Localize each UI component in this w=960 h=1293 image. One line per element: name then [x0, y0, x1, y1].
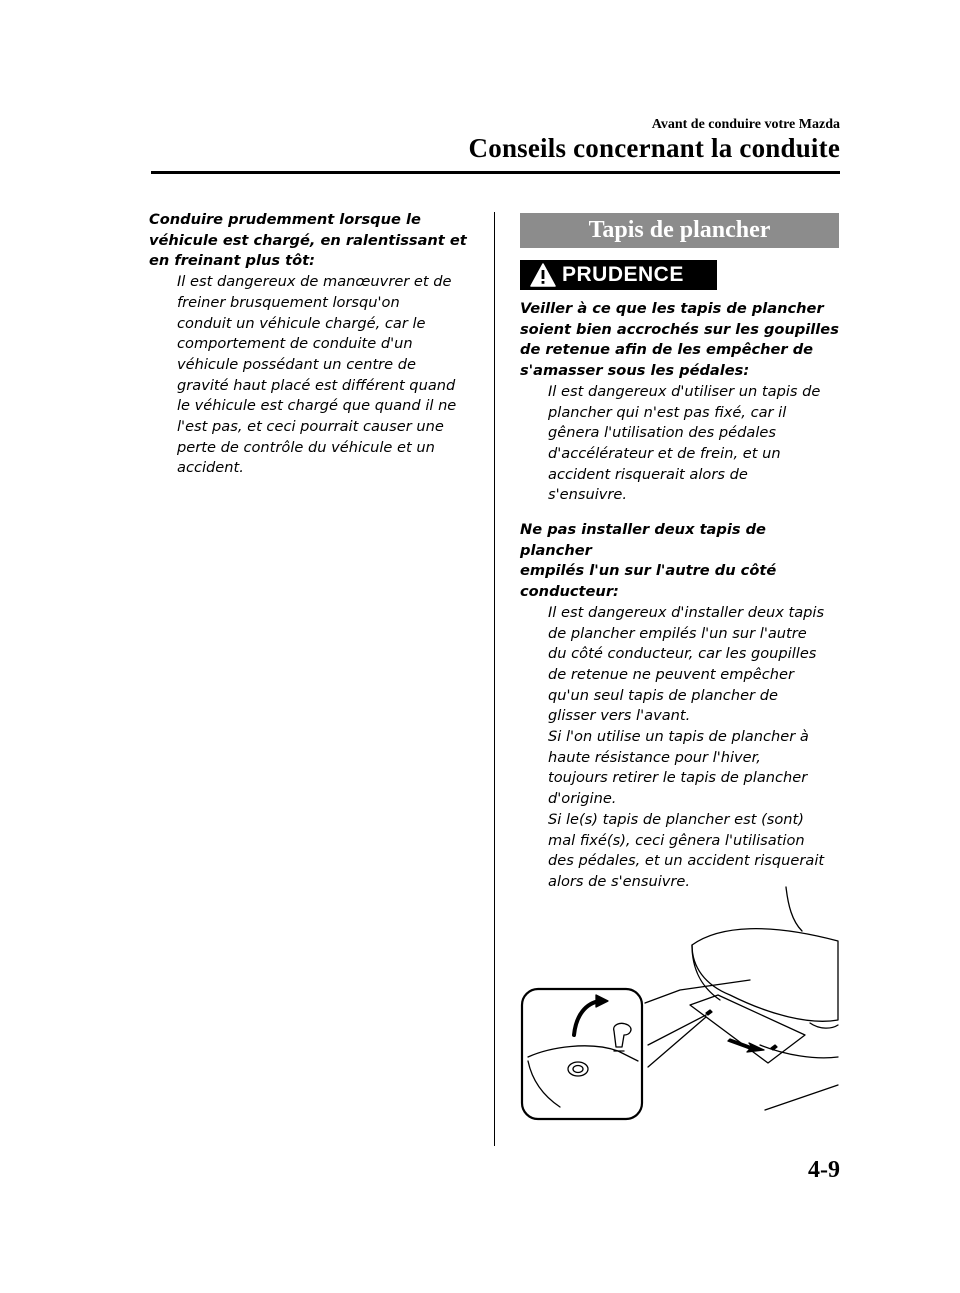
text-line: véhicule possédant un centre de	[177, 355, 417, 373]
text-line: de retenue afin de les empêcher de	[520, 341, 814, 359]
text-line: freiner brusquement lorsqu'on	[177, 293, 400, 311]
block2-body	[520, 603, 842, 893]
text-line: gravité haut placé est différent quand	[177, 376, 456, 394]
seat-rail	[810, 1023, 838, 1028]
warning-banner	[520, 260, 717, 290]
left-column	[149, 210, 479, 479]
floor-line	[765, 1085, 838, 1110]
text-line: glisser vers l'avant.	[548, 707, 691, 725]
left-heading	[149, 210, 479, 272]
text-line: l'est pas, et ceci pourrait causer une	[177, 418, 444, 436]
retention-pin	[771, 1045, 777, 1050]
text-line: conducteur:	[520, 583, 619, 601]
block1-body	[520, 382, 842, 506]
block2-heading	[520, 520, 842, 603]
text-line: Si l'on utilise un tapis de plancher à	[548, 728, 809, 746]
text-line: soient bien accrochés sur les goupilles	[520, 320, 839, 338]
text-line: véhicule est chargé, en ralentissant et	[149, 231, 467, 249]
floor-mat-illustration	[520, 885, 840, 1125]
text-line: accident risquerait alors de	[548, 465, 748, 483]
text-line: Il est dangereux d'utiliser un tapis de	[548, 382, 821, 400]
retention-pin	[706, 1010, 712, 1015]
text-line: du côté conducteur, car les goupilles	[548, 645, 817, 663]
text-line: s'ensuivre.	[548, 486, 628, 504]
section-title: Tapis de plancher	[520, 213, 839, 248]
text-line: comportement de conduite d'un	[177, 335, 413, 353]
text-line: plancher qui n'est pas fixé, car il	[548, 403, 787, 421]
block1-heading	[520, 299, 842, 382]
text-line: toujours retirer le tapis de plancher	[548, 769, 808, 787]
hook-pin	[614, 1023, 631, 1047]
text-line: Ne pas installer deux tapis de plancher	[520, 521, 766, 559]
text-line: de plancher empilés l'un sur l'autre	[548, 624, 807, 642]
text-line: empilés l'un sur l'autre du côté	[520, 562, 777, 580]
seat-cushion-edge	[692, 945, 720, 1000]
seat-outline	[786, 887, 802, 931]
text-line: Il est dangereux de manœuvrer et de	[177, 273, 452, 291]
warning-label: PRUDENCE	[562, 263, 684, 286]
text-line: Si le(s) tapis de plancher est (sont)	[548, 810, 804, 828]
text-line: conduit un véhicule chargé, car le	[177, 314, 426, 332]
text-line: en freinant plus tôt:	[149, 252, 315, 270]
leader-line	[648, 1017, 706, 1067]
text-line: haute résistance pour l'hiver,	[548, 748, 761, 766]
text-line: Conduire prudemment lorsque le	[149, 211, 421, 228]
text-line: de retenue ne peuvent empêcher	[548, 665, 794, 683]
leader-line	[648, 1015, 706, 1045]
header-title: Conseils concernant la conduite	[468, 133, 840, 163]
text-line: Veiller à ce que les tapis de plancher	[520, 300, 824, 317]
text-line: d'accélérateur et de frein, et un	[548, 444, 781, 462]
seat-cushion	[692, 929, 838, 1022]
floor-line	[645, 980, 750, 1003]
header-subtitle: Avant de conduire votre Mazda	[651, 117, 840, 132]
text-line: des pédales, et un accident risquerait	[548, 852, 825, 870]
text-line: Il est dangereux d'installer deux tapis	[548, 603, 825, 621]
text-line: perte de contrôle du véhicule et un	[177, 438, 435, 456]
column-divider	[494, 212, 495, 1146]
forward-arrow	[728, 1039, 764, 1052]
text-line: le véhicule est chargé que quand il ne	[177, 397, 457, 415]
text-line: accident.	[177, 459, 244, 477]
page-number: 4-9	[808, 1157, 840, 1183]
text-line: d'origine.	[548, 790, 617, 808]
warning-triangle-icon	[530, 263, 556, 287]
text-line: qu'un seul tapis de plancher de	[548, 686, 778, 704]
text-line: gênera l'utilisation des pédales	[548, 424, 776, 442]
left-body	[149, 272, 479, 479]
floor-mat	[690, 995, 805, 1063]
text-line: s'amasser sous les pédales:	[520, 362, 750, 380]
right-column	[520, 213, 842, 893]
text-line: mal fixé(s), ceci gênera l'utilisation	[548, 831, 805, 849]
grommet	[568, 1062, 588, 1076]
text-line: alors de s'ensuivre.	[548, 872, 691, 890]
header-rule	[151, 171, 840, 174]
